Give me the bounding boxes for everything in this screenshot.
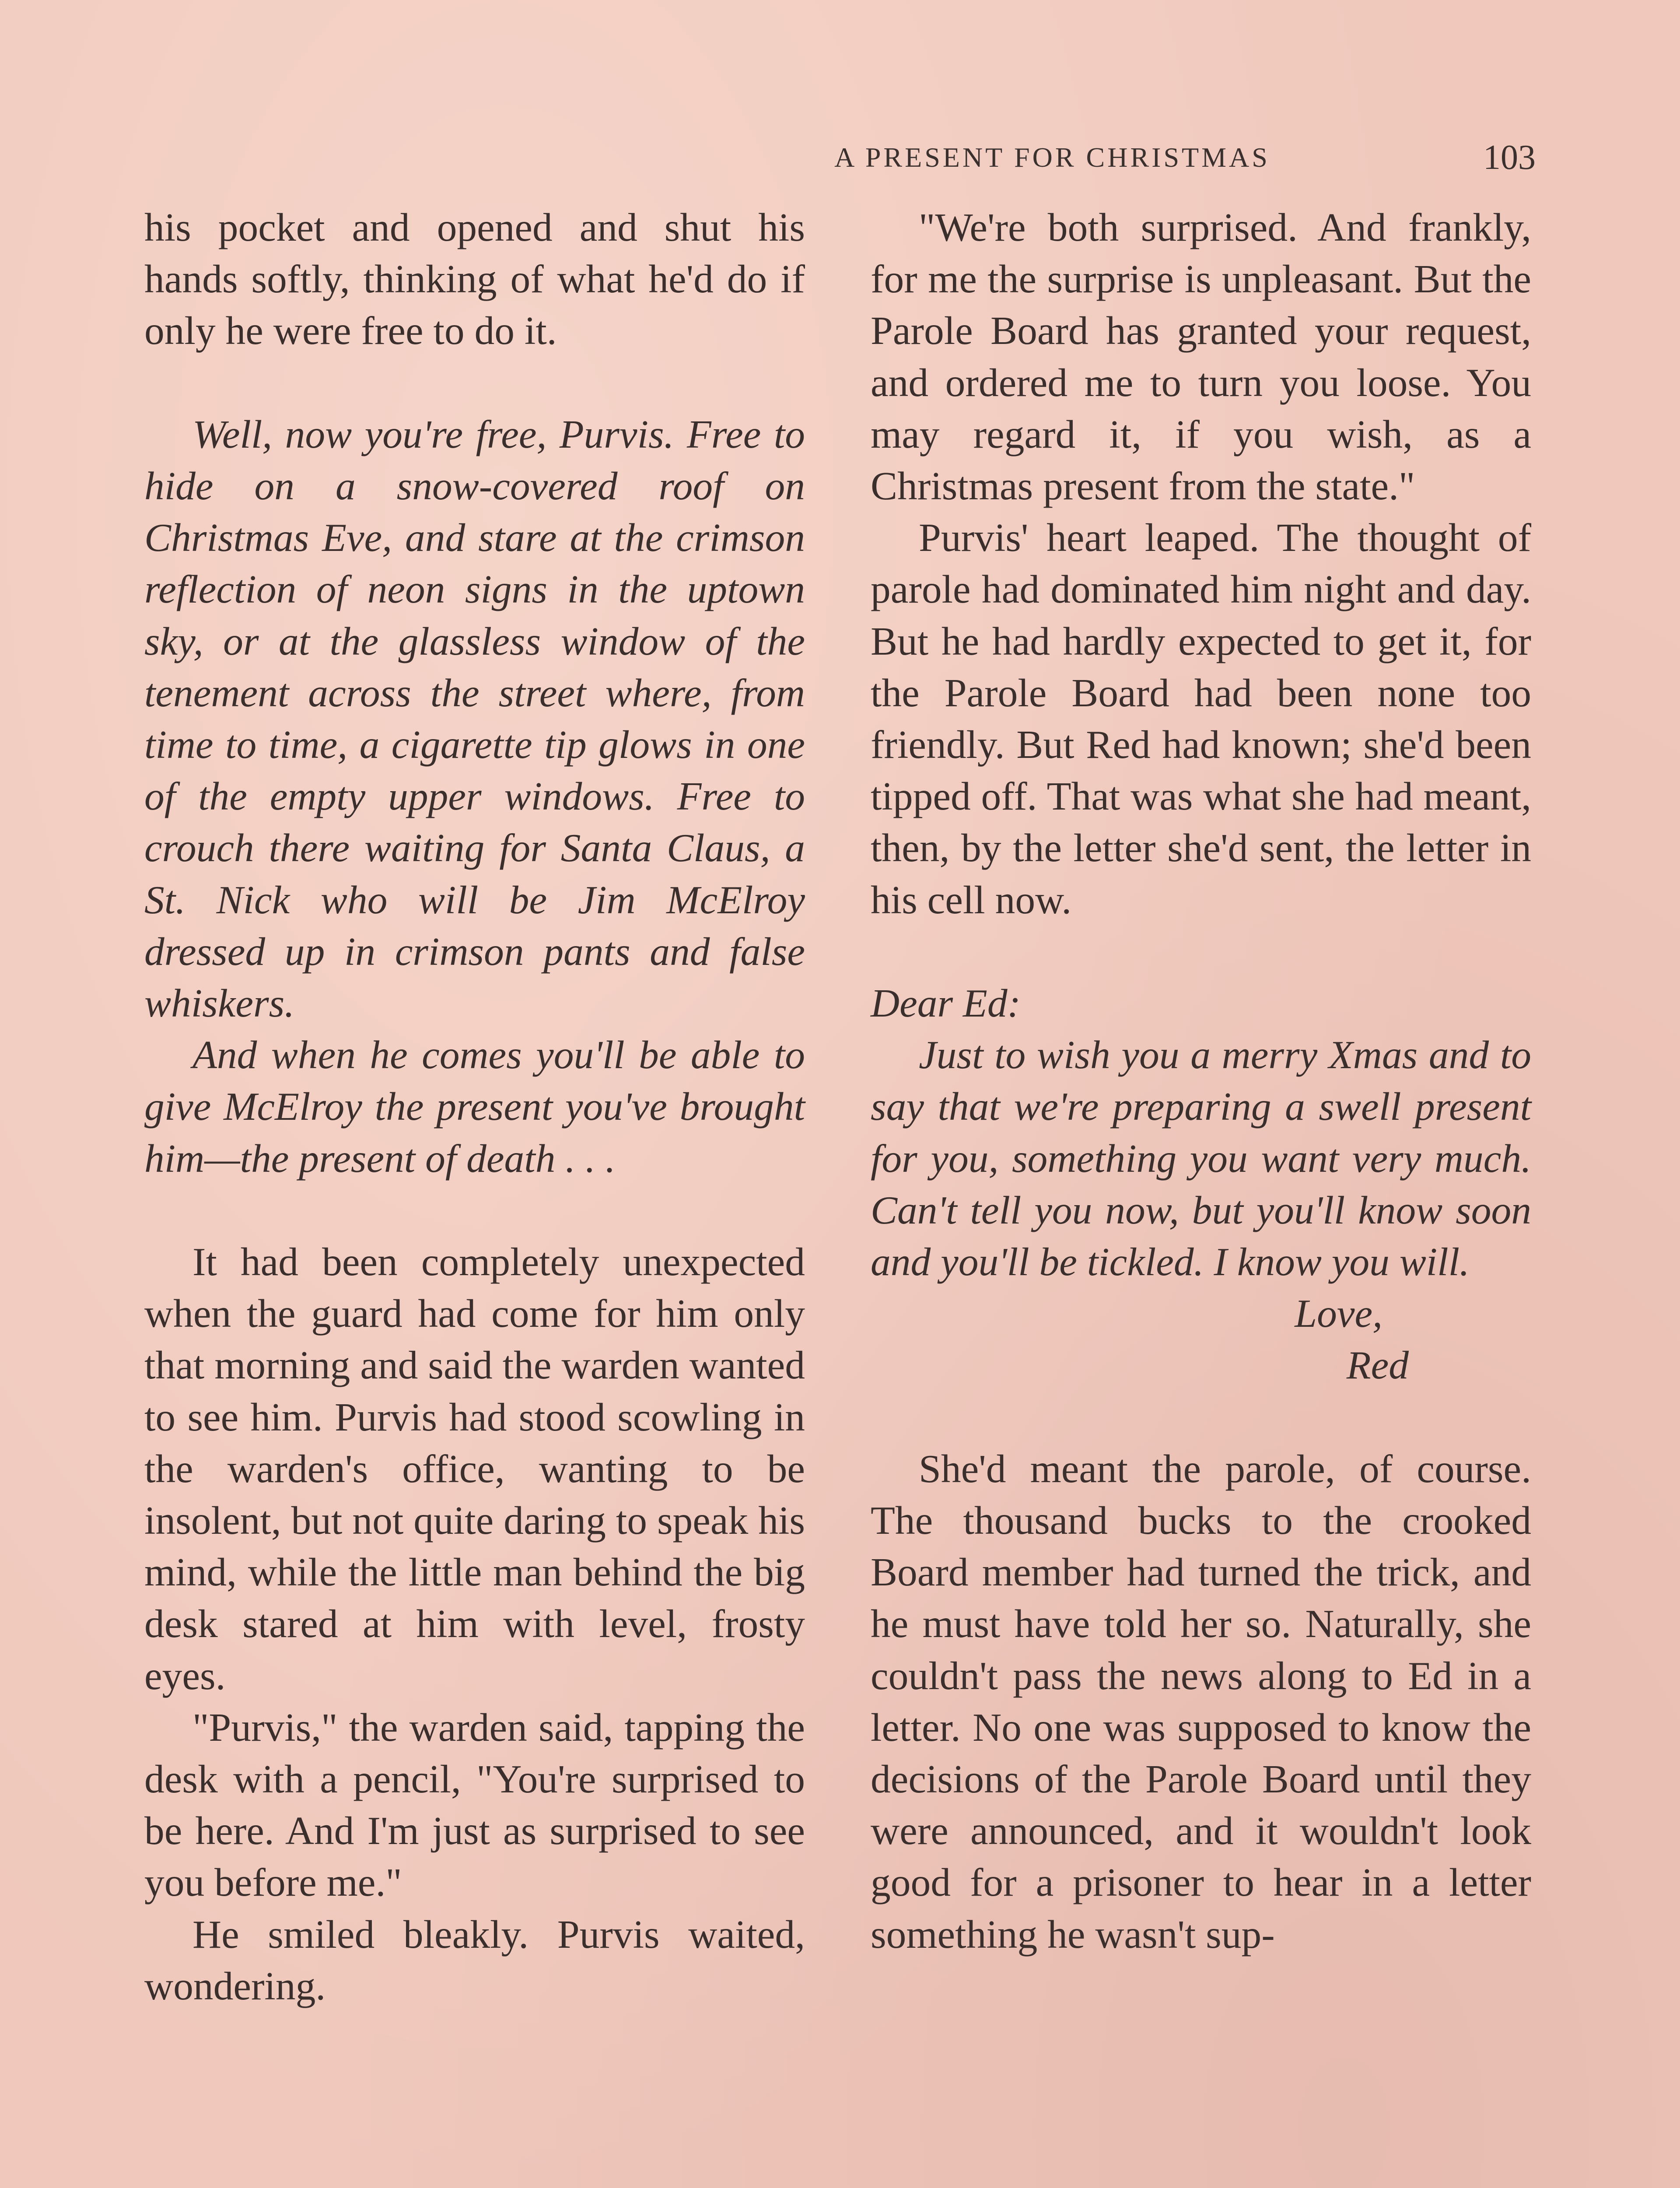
italic-paragraph: And when he comes you'll be able to give McElroy the present you've brought him—the present of death . . . [144, 1032, 805, 1181]
paragraph: It had been completely unexpected when the guard had come for him only that morning and said the warden wanted to see him. Purvis had stood scowling in the warden's office, wanting to be insolent, but not quite daring to speak his mind, while the little man behind the big desk stared at him with level, frosty eyes. [144, 1239, 805, 1698]
section-gap [871, 1391, 1531, 1443]
running-title: A PRESENT FOR CHRISTMAS [834, 142, 1270, 173]
letter-body: Just to wish you a merry Xmas and to say that we're preparing a swell present for you, something you want very much. Can't tell you now, but you'll know soon and you'll be tickled. I know you will. [871, 1032, 1531, 1284]
left-column [144, 201, 805, 2012]
paragraph: "We're both surprised. And frankly, for me the surprise is unpleasant. But the Parole Board has granted your request, and ordered me to turn you loose. You may regard it, if you wish, as a Christmas present from the state." [871, 205, 1531, 508]
paragraph: She'd meant the parole, of course. The thousand bucks to the crooked Board member had turned the trick, and he must have told her so. Naturally, she couldn't pass the news along to Ed in a letter. No one was supposed to know the decisions of the Parole Board until they were announced, and it wouldn't look good for a prisoner to hear in a letter something he wasn't sup- [871, 1446, 1531, 1957]
section-gap [871, 926, 1531, 977]
paragraph: He smiled bleakly. Purvis waited, wondering. [144, 1911, 805, 2008]
page-number: 103 [1483, 138, 1536, 177]
paragraph: Purvis' heart leaped. The thought of parole had dominated him night and day. But he had hardly expected to get it, for the Parole Board had been none too friendly. But Red had known; she'd been tipped off. That was what she had meant, then, by the letter she'd sent, the letter in his cell now. [871, 515, 1531, 922]
paragraph: "Purvis," the warden said, tapping the desk with a pencil, "You're surprised to be here. And I'm just as surprised to see you before me." [144, 1704, 805, 1905]
letter-signature: Red [1346, 1343, 1409, 1388]
section-gap [144, 1184, 805, 1236]
letter-salutation: Dear Ed: [871, 981, 1021, 1026]
paragraph-gap [144, 357, 805, 408]
letter-closing: Love, [1295, 1291, 1382, 1336]
italic-paragraph: Well, now you're free, Purvis. Free to hide on a snow-covered roof on Christmas Eve, and stare at the crimson reflection of neon signs in the uptown sky, or at the glassless window of the tenement across the street where, from time to time, a cigarette tip glows in one of the empty upper windows. Free to crouch there waiting for Santa Claus, a St. Nick who will be Jim McElroy dressed up in crimson pants and false whiskers. [144, 411, 805, 1026]
paragraph: his pocket and opened and shut his hands softly, thinking of what he'd do if only he were free to do it. [144, 205, 805, 353]
right-column [871, 201, 1531, 1960]
